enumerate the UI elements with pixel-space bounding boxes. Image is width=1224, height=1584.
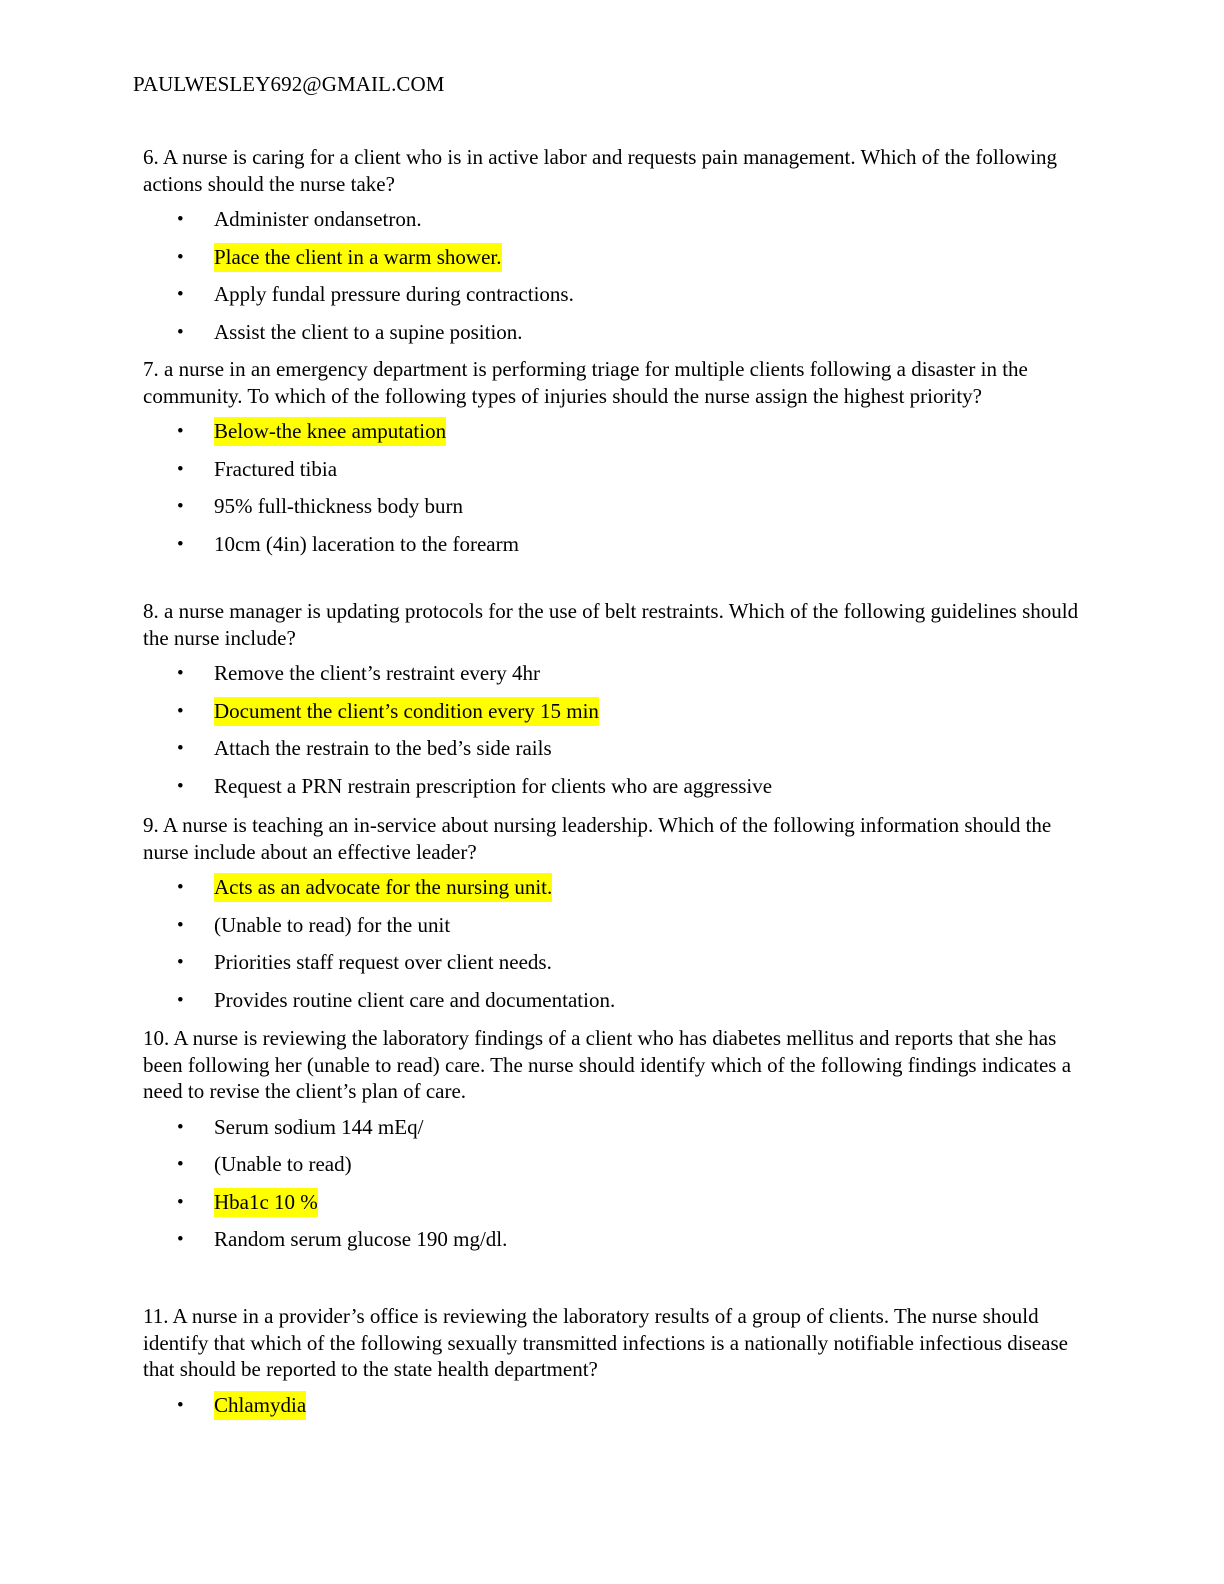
- question-text: 6. A nurse is caring for a client who is in active labor and requests pain management. Which of the following actions should the nurse take?: [143, 145, 1058, 196]
- bullet-icon: •: [177, 1394, 184, 1416]
- option-item: [143, 413, 1083, 451]
- bullet-icon: •: [177, 1154, 184, 1175]
- option-text-highlighted: Acts as an advocate for the nursing unit.: [214, 873, 552, 902]
- option-text-highlighted: Document the client’s condition every 15 min: [214, 697, 599, 726]
- options-list: [143, 1387, 1083, 1425]
- option-item: [143, 239, 1083, 277]
- option-item: [143, 1387, 1083, 1425]
- bullet-icon: •: [177, 952, 184, 973]
- option-item: [143, 693, 1083, 731]
- option-item: [143, 982, 1083, 1020]
- option-item: [143, 1221, 1083, 1259]
- options-list: [143, 655, 1083, 805]
- bullet-icon: •: [177, 533, 184, 555]
- question-block: [143, 356, 1083, 563]
- bullet-icon: •: [177, 458, 184, 480]
- option-text: Apply fundal pressure during contractions.: [214, 282, 574, 306]
- option-item: [143, 655, 1083, 693]
- option-item: [143, 276, 1083, 314]
- option-item: [143, 1109, 1083, 1147]
- option-text: 95% full-thickness body burn: [214, 494, 464, 518]
- options-list: [143, 201, 1083, 351]
- option-text: Request a PRN restrain prescription for clients who are aggressive: [214, 773, 773, 798]
- bullet-icon: •: [177, 284, 184, 305]
- option-text: Attach the restrain to the bed’s side rails: [214, 736, 552, 760]
- option-text: Administer ondansetron.: [214, 207, 422, 231]
- option-text-highlighted: Hba1c 10 %: [214, 1188, 318, 1217]
- option-text-highlighted: Place the client in a warm shower.: [214, 243, 502, 272]
- bullet-icon: •: [177, 1229, 184, 1250]
- option-item: [143, 488, 1083, 526]
- bullet-icon: •: [177, 321, 184, 343]
- question-text: 9. A nurse is teaching an in-service about nursing leadership. Which of the following information should the nurse include about an effective leader?: [143, 813, 1052, 864]
- option-text: Assist the client to a supine position.: [214, 319, 523, 344]
- options-list: [143, 1109, 1083, 1259]
- bullet-icon: •: [177, 877, 184, 898]
- options-list: [143, 413, 1083, 563]
- bullet-icon: •: [177, 989, 184, 1011]
- question-block: [143, 1303, 1083, 1424]
- option-item: [143, 451, 1083, 489]
- question-text: 10. A nurse is reviewing the laboratory findings of a client who has diabetes mellitus and reports that she has been following her (unable to read) care. The nurse should identify which of the following findings indicates a need to revise the client’s plan of care.: [143, 1026, 1072, 1103]
- bullet-icon: •: [177, 775, 184, 797]
- option-text: Priorities staff request over client needs.: [214, 950, 552, 974]
- options-list: [143, 869, 1083, 1019]
- question-text: 7. a nurse in an emergency department is performing triage for multiple clients following a disaster in the community. To which of the following types of injuries should the nurse assign the highest priority?: [143, 357, 1028, 408]
- option-item: [143, 768, 1083, 806]
- option-text: Random serum glucose 190 mg/dl.: [214, 1227, 508, 1251]
- bullet-icon: •: [177, 246, 184, 268]
- question-block: [143, 144, 1083, 351]
- bullet-icon: •: [177, 1116, 184, 1138]
- bullet-icon: •: [177, 914, 184, 936]
- option-text-highlighted: Chlamydia: [214, 1391, 306, 1420]
- option-item: [143, 730, 1083, 768]
- question-text: 11. A nurse in a provider’s office is reviewing the laboratory results of a group of clients. The nurse should identify that which of the following sexually transmitted infections is a nationally notifiable infectious disease that should be reported to the state health department?: [143, 1304, 1068, 1381]
- option-item: [143, 1146, 1083, 1184]
- question-block: [143, 598, 1083, 805]
- option-item: [143, 869, 1083, 907]
- option-item: [143, 1184, 1083, 1222]
- option-item: [143, 526, 1083, 564]
- bullet-icon: •: [177, 421, 184, 442]
- question-block: [143, 1025, 1083, 1259]
- option-text: Provides routine client care and documentation.: [214, 987, 616, 1012]
- option-item: [143, 944, 1083, 982]
- option-text: (Unable to read): [214, 1152, 352, 1176]
- bullet-icon: •: [177, 663, 184, 684]
- header-email: PAULWESLEY692@GMAIL.COM: [133, 72, 445, 96]
- option-text: Fractured tibia: [214, 456, 338, 481]
- bullet-icon: •: [177, 1191, 184, 1213]
- option-text: Remove the client’s restraint every 4hr: [214, 661, 540, 685]
- option-text: Serum sodium 144 mEq/: [214, 1114, 424, 1139]
- question-text: 8. a nurse manager is updating protocols for the use of belt restraints. Which of the following guidelines should the nurse include?: [143, 599, 1079, 650]
- option-item: [143, 907, 1083, 945]
- bullet-icon: •: [177, 700, 184, 722]
- option-item: [143, 314, 1083, 352]
- option-text: 10cm (4in) laceration to the forearm: [214, 531, 519, 556]
- bullet-icon: •: [177, 738, 184, 759]
- question-block: [143, 812, 1083, 1019]
- option-text-highlighted: Below-the knee amputation: [214, 417, 446, 446]
- option-text: (Unable to read) for the unit: [214, 912, 451, 937]
- bullet-icon: •: [177, 496, 184, 517]
- bullet-icon: •: [177, 209, 184, 230]
- option-item: [143, 201, 1083, 239]
